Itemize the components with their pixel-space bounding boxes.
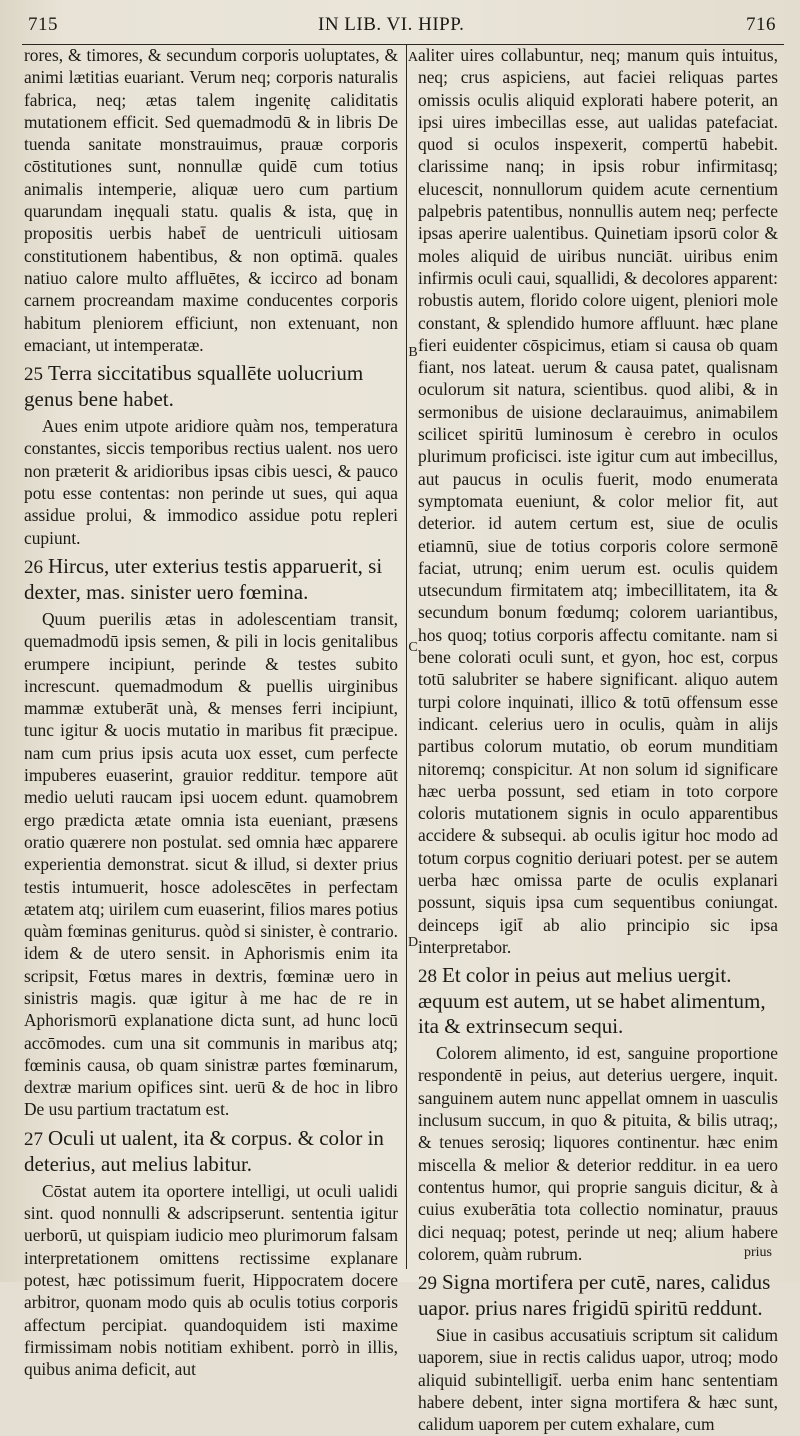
right-column [418,44,778,1435]
section-heading-text: Oculi ut ualent, ita & corpus. & color in deterius, aut melius labitur. [24,1125,384,1176]
section-heading-text: Et color in peius aut melius uergit. æquum est autem, ut se habet alimentum, ita & extrinsecum sequi. [418,963,766,1039]
section-heading [24,554,398,605]
column-divider [406,44,407,1269]
body-paragraph: rores, & timores, & secundum corporis uoluptates, & animi lætitias euariant. Verum neq; corporis naturalis fabrica, neq; ætas talem ingenitę caliditatis mutationem efficit. Sed quemadmodū & in libris De tuenda sanitate monstrauimus, prauæ corporis cōstitutiones sunt, nonnullæ quidē cum totius animalis intemperie, aliquæ uero cum partium quarundam inęquali statu. qualis & ista, quę in propositis uerbis habet̄ de uentriculi uitiosam constitutionem habentibus, & non optimā. quales natiuo calore multo affluētes, & iccirco ad bonam carnem procreandam maxime conducentes corporis habitum pleniorem efficiunt, non extenuant, non emaciant, ut intemperatæ. [24,45,398,355]
section-heading-text: Terra siccitatibus squallēte uolucrium genus bene habet. [24,361,364,412]
right-page-number: 716 [746,14,776,35]
body-paragraph: aliter uires collabuntur, neq; manum quis intuitus, neq; crus aspiciens, aut faciei reliquas partes omissis oculis aliquid explorati habere poterit, an ipsi uires imbecillas esse, aut ualidas patefaciat. quod si oculos inspexerit, compertū habebit. clarissime nanq; in ipsis robur infirmitasq; elucescit, nonnullorum quidem acute cernentium palpebris patentibus, nonnullis autem neq; perfecte ipsas aperire ualentibus. Quinetiam ipsorū color & moles aliquid de uiribus nunciāt. uiribus enim infirmis oculi caui, squallidi, & decolores apparent: robustis autem, florido colore uigent, pleniori mole constant, & splendido humore affluunt. hæc plane fieri euidenter cōspicimus, etiam si causa ob quam fiant, nos lateat. uerum & causa patet, qualisnam oculorum sit natura, scientibus. quod alibi, & in sermonibus de uisione declarauimus, animabilem scilicet spiritū luminosum è cerebro in oculos plurimum proficisci. iste igitur cum aut imbecillus, aut paucus in oculis fuerit, modo enumerata symptomata eueniunt, & color melior fit, aut deterior. id autem certum est, siue de oculis etiamnū, siue de totius corporis colore sermonē faciat, utrunq; enim uerum est. oculis quidem utsecundum firmitatem atq; imbecillitatem, ita & secundum bonum fœdumq; colorem uariantibus, hos quoq; totius corporis affectu comitante. nam si bene colorati oculi sunt, et gyon, hoc est, corpus totū salubriter se habere significant. aliquo autem turpi colore inquinati, illico & totū offensum esse indicant. celerius uero in oculis, quàm in alijs partibus colorum mutatio, ob eorum munditiam nitoremq; conspicitur. At non solum id significare hæc uerba possunt, sed etiam in toto corpore coloris mutationem signis in oculo apparentibus accidere & subsequi. ab oculis igitur hoc modo ad totum corpus cognitio deriuari potest. per se autem uerba hæc omissa parte de oculis explanari possunt, siquis ipsa cum sequentibus coniungat. deinceps igit̄ ab alio principio sic ipsa interpretabor. [418,45,778,957]
margin-letter-d: D [407,935,419,950]
running-title: IN LIB. VI. HIPP. [318,14,465,35]
left-page-number: 715 [28,14,58,35]
section-heading [418,1270,778,1321]
running-header [0,0,800,44]
body-paragraph: Colorem alimento, id est, sanguine proportione respondentē in peius, aut deterius uergere, inquit. sanguinem autem nunc appellat omnem in uasculis inclusum succum, in quo & pituita, & bilis utraq;, & tenues serosiq; liquores continentur. hæc enim miscella & melior & deterior redditur. in ea uero contentus humor, qui proprie sanguis dicitur, & à cuius exuberātia tota collectio nominatur, prauus dici nequaq; potest, perinde ut neq; alium habere colorem, quàm rubrum. [418,1043,778,1264]
section-number: 27 [24,1128,43,1150]
section-heading-text: Signa mortifera per cutē, nares, calidus uapor. prius nares frigidū spiritū reddunt. [418,1270,771,1321]
section-number: 26 [24,556,43,578]
left-column [24,44,398,1380]
section-number: 25 [24,364,43,386]
section-heading [24,1126,398,1177]
body-paragraph: Quum puerilis ætas in adolescentiam transit, quemadmodū ipsis semen, & pili in locis genitalibus erumpere incipiunt, perinde & testes subito increscunt. quemadmodum & puellis uirginibus mammæ extuberāt unà, & menses ferri incipiunt, tunc igitur & uocis mutatio in maribus fit præcipue. nam cum prius ipsis acuta uox esset, cum perfecte impuberes euaserint, grauior redditur. tempore aūt medio ueluti raucam ipsi uocem edunt. quamobrem ergo prædicta ætate omnia ista eueniant, præsens oratio quærere non postulat. sed omnia hæc apparere experientia demonstrat. sicut & illud, si dexter prius testis intumuerit, hosce adolescētes in perfectam ætatem atq; uirilem cum euaserint, filios mares potius quàm fœminas geniturus. quòd si sinister, è contrario. idem & de utero sensit. in Aphorismis enim ita scripsit, Fœtus mares in dextris, fœminæ uero in sinistris magis. quæ igitur à me hac de re in Aphorismorū explanatione dicta sunt, ad hunc locū accōmodes. cum una sit communis in maribus atq; fœminis causa, ob quam sinistræ partes fœminarum, dextræ marium opifices sint. uerū & de hoc in libro De usu partium tractatum est. [24,608,398,1120]
section-heading [24,361,398,412]
section-heading [418,963,778,1039]
catchword: prius [744,1245,772,1260]
body-paragraph: Cōstat autem ita oportere intelligi, ut oculi ualidi sint. quod nonnulli & adscripserunt. sententia igitur uerborū, ut quispiam iudicio meo plurimorum falsam interpretationem omittens rectissime explanare potest, hæc potissimum fuerit, Hippocratem docere arbitror, quonam modo quis ab oculis totius corporis affectum percipiat. quandoquidem isti maxime firmissimam nobis notitiam exhibent. porrò in illis, quibus anima deficit, aut [24,1180,398,1380]
body-paragraph: Siue in casibus accusatiuis scriptum sit calidum uaporem, siue in rectis calidus uapor, utroq; modo aliquid subintelligit̄. uerba enim hanc sententiam habere debent, inter signa mortifera & hæc sunt, calidum uaporem per cutem exhalare, cum [418,1325,778,1435]
section-heading-text: Hircus, uter exterius testis apparuerit, si dexter, mas. sinister uero fœmina. [24,553,383,604]
body-paragraph: Aues enim utpote aridiore quàm nos, temperatura constantes, siccis temporibus rectius ualent. nos uero non præterit & aridioribus ipsas cibis uesci, & pauco potu esse contentas: non perinde ut sues, qui aqua assidue prolui, & immodico assidue potu repleri cupiunt. [24,416,398,548]
margin-letter-b: B [408,345,418,360]
section-number: 28 [418,966,437,988]
section-number: 29 [418,1273,437,1295]
margin-letter-c: C [408,640,418,655]
margin-letter-a: A [407,50,419,65]
